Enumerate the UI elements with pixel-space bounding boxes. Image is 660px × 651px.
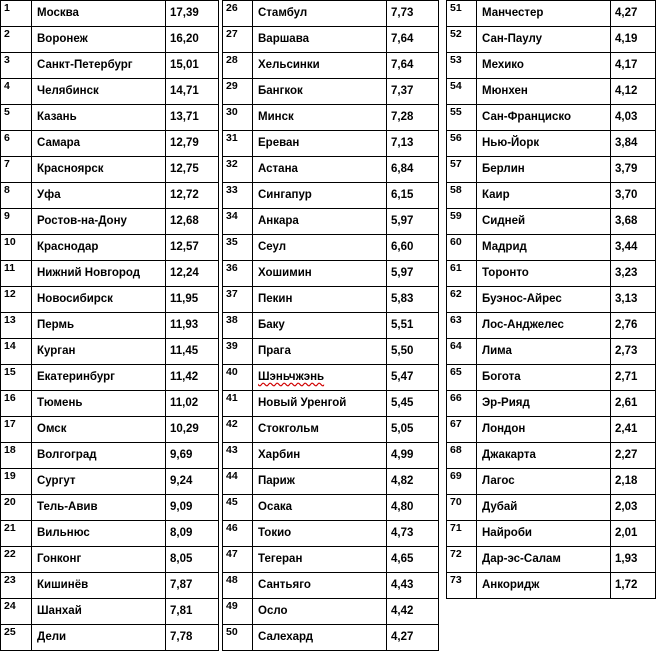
city-name: Санкт-Петербург — [32, 53, 166, 79]
table-row — [1, 339, 219, 365]
city-value: 4,03 — [611, 105, 656, 131]
city-name: Париж — [253, 469, 387, 495]
city-value: 12,75 — [166, 157, 219, 183]
table-row — [1, 261, 219, 287]
rank-number: 60 — [447, 235, 477, 261]
table-row — [223, 625, 439, 651]
table-row — [1, 547, 219, 573]
table-row — [447, 339, 656, 365]
city-value: 3,84 — [611, 131, 656, 157]
city-value: 3,79 — [611, 157, 656, 183]
city-name: Тюмень — [32, 391, 166, 417]
rank-number: 26 — [223, 1, 253, 27]
city-name: Найроби — [477, 521, 611, 547]
city-value: 3,68 — [611, 209, 656, 235]
table-row — [223, 417, 439, 443]
city-value: 4,99 — [387, 443, 439, 469]
city-name: Осло — [253, 599, 387, 625]
city-value: 2,76 — [611, 313, 656, 339]
rank-number: 38 — [223, 313, 253, 339]
city-name: Сургут — [32, 469, 166, 495]
city-value: 8,05 — [166, 547, 219, 573]
city-value: 5,97 — [387, 261, 439, 287]
city-value: 7,37 — [387, 79, 439, 105]
table-row — [447, 391, 656, 417]
city-name: Лима — [477, 339, 611, 365]
table-row — [447, 365, 656, 391]
rank-number: 71 — [447, 521, 477, 547]
table-row — [447, 157, 656, 183]
table-row — [1, 521, 219, 547]
table-row — [1, 469, 219, 495]
table-row — [447, 313, 656, 339]
rank-number: 25 — [1, 625, 32, 651]
rank-number: 58 — [447, 183, 477, 209]
rank-number: 61 — [447, 261, 477, 287]
rank-number: 10 — [1, 235, 32, 261]
table-row — [447, 27, 656, 53]
table-row — [223, 235, 439, 261]
table-row — [223, 131, 439, 157]
city-name: Курган — [32, 339, 166, 365]
rank-number: 72 — [447, 547, 477, 573]
table-row — [223, 547, 439, 573]
rank-number: 8 — [1, 183, 32, 209]
rank-number: 64 — [447, 339, 477, 365]
table-row — [1, 417, 219, 443]
table-row — [447, 183, 656, 209]
city-value: 16,20 — [166, 27, 219, 53]
rank-number: 27 — [223, 27, 253, 53]
table-body — [1, 1, 219, 651]
table-row — [223, 79, 439, 105]
rank-number: 48 — [223, 573, 253, 599]
city-name: Вильнюс — [32, 521, 166, 547]
city-name: Краснодар — [32, 235, 166, 261]
city-value: 2,71 — [611, 365, 656, 391]
city-name: Лос-Анджелес — [477, 313, 611, 339]
city-name: Екатеринбург — [32, 365, 166, 391]
table-row — [447, 79, 656, 105]
rank-number: 15 — [1, 365, 32, 391]
rank-number: 32 — [223, 157, 253, 183]
rank-number: 51 — [447, 1, 477, 27]
city-name: Богота — [477, 365, 611, 391]
city-name: Воронеж — [32, 27, 166, 53]
city-name: Лагос — [477, 469, 611, 495]
table-row — [447, 209, 656, 235]
city-value: 3,13 — [611, 287, 656, 313]
rank-number: 44 — [223, 469, 253, 495]
rank-number: 31 — [223, 131, 253, 157]
city-value: 11,95 — [166, 287, 219, 313]
city-value: 7,81 — [166, 599, 219, 625]
rank-number: 30 — [223, 105, 253, 131]
table-row — [1, 1, 219, 27]
table-row — [1, 365, 219, 391]
city-name: Шанхай — [32, 599, 166, 625]
table-row — [1, 625, 219, 651]
city-name: Астана — [253, 157, 387, 183]
city-value: 2,01 — [611, 521, 656, 547]
city-name: Эр-Рияд — [477, 391, 611, 417]
city-name: Казань — [32, 105, 166, 131]
rank-number: 24 — [1, 599, 32, 625]
city-value: 2,27 — [611, 443, 656, 469]
city-value: 12,79 — [166, 131, 219, 157]
table-row — [223, 313, 439, 339]
city-name: Гонконг — [32, 547, 166, 573]
city-name: Шэньчжэнь — [253, 365, 387, 391]
city-name: Анкоридж — [477, 573, 611, 599]
table-row — [223, 339, 439, 365]
city-value: 9,09 — [166, 495, 219, 521]
city-value: 2,18 — [611, 469, 656, 495]
city-name: Анкара — [253, 209, 387, 235]
rank-number: 1 — [1, 1, 32, 27]
table-row — [1, 443, 219, 469]
city-name: Прага — [253, 339, 387, 365]
table-row — [447, 469, 656, 495]
city-name: Харбин — [253, 443, 387, 469]
city-value: 5,97 — [387, 209, 439, 235]
table-row — [447, 53, 656, 79]
city-value: 6,60 — [387, 235, 439, 261]
city-name: Уфа — [32, 183, 166, 209]
city-name: Новосибирск — [32, 287, 166, 313]
city-value: 3,70 — [611, 183, 656, 209]
city-value: 9,24 — [166, 469, 219, 495]
city-name: Буэнос-Айрес — [477, 287, 611, 313]
city-name: Новый Уренгой — [253, 391, 387, 417]
rank-number: 20 — [1, 495, 32, 521]
rank-number: 45 — [223, 495, 253, 521]
city-name: Берлин — [477, 157, 611, 183]
rank-number: 34 — [223, 209, 253, 235]
city-value: 7,64 — [387, 53, 439, 79]
city-value: 4,42 — [387, 599, 439, 625]
table-row — [223, 521, 439, 547]
city-value: 4,73 — [387, 521, 439, 547]
city-value: 1,93 — [611, 547, 656, 573]
rank-number: 66 — [447, 391, 477, 417]
rank-number: 3 — [1, 53, 32, 79]
table-row — [447, 235, 656, 261]
table-row — [223, 573, 439, 599]
city-name: Лондон — [477, 417, 611, 443]
table-row — [447, 495, 656, 521]
city-value: 11,02 — [166, 391, 219, 417]
city-name: Манчестер — [477, 1, 611, 27]
city-name: Сингапур — [253, 183, 387, 209]
rank-number: 56 — [447, 131, 477, 157]
city-value: 2,41 — [611, 417, 656, 443]
city-name: Пермь — [32, 313, 166, 339]
city-name: Мюнхен — [477, 79, 611, 105]
city-value: 8,09 — [166, 521, 219, 547]
rank-number: 67 — [447, 417, 477, 443]
city-name: Салехард — [253, 625, 387, 651]
rank-number: 5 — [1, 105, 32, 131]
rank-number: 21 — [1, 521, 32, 547]
city-value: 15,01 — [166, 53, 219, 79]
city-value: 5,45 — [387, 391, 439, 417]
city-value: 2,03 — [611, 495, 656, 521]
table-row — [223, 287, 439, 313]
table-row — [1, 27, 219, 53]
city-name: Красноярск — [32, 157, 166, 183]
table-row — [1, 287, 219, 313]
rank-number: 49 — [223, 599, 253, 625]
city-name: Челябинск — [32, 79, 166, 105]
city-value: 6,15 — [387, 183, 439, 209]
rank-number: 39 — [223, 339, 253, 365]
city-value: 17,39 — [166, 1, 219, 27]
rank-number: 17 — [1, 417, 32, 443]
table-row — [1, 131, 219, 157]
city-name: Джакарта — [477, 443, 611, 469]
city-name: Сан-Паулу — [477, 27, 611, 53]
city-value: 3,23 — [611, 261, 656, 287]
city-name: Торонто — [477, 261, 611, 287]
ranking-table-1 — [0, 0, 219, 651]
city-name: Нью-Йорк — [477, 131, 611, 157]
city-name: Сантьяго — [253, 573, 387, 599]
table-row — [447, 1, 656, 27]
rank-number: 63 — [447, 313, 477, 339]
rank-number: 13 — [1, 313, 32, 339]
table-row — [447, 573, 656, 599]
rank-number: 37 — [223, 287, 253, 313]
city-name: Пекин — [253, 287, 387, 313]
city-value: 4,27 — [387, 625, 439, 651]
city-name: Бангкок — [253, 79, 387, 105]
city-name: Москва — [32, 1, 166, 27]
city-value: 4,43 — [387, 573, 439, 599]
city-name: Тегеран — [253, 547, 387, 573]
city-value: 4,27 — [611, 1, 656, 27]
city-name: Варшава — [253, 27, 387, 53]
city-value: 7,13 — [387, 131, 439, 157]
city-value: 7,28 — [387, 105, 439, 131]
rank-number: 47 — [223, 547, 253, 573]
rank-number: 42 — [223, 417, 253, 443]
city-value: 4,82 — [387, 469, 439, 495]
table-row — [223, 443, 439, 469]
table-row — [1, 157, 219, 183]
city-value: 14,71 — [166, 79, 219, 105]
table-row — [223, 27, 439, 53]
table-row — [447, 547, 656, 573]
city-name: Самара — [32, 131, 166, 157]
table-row — [447, 417, 656, 443]
table-row — [447, 443, 656, 469]
ranking-table-3 — [446, 0, 656, 599]
rank-number: 46 — [223, 521, 253, 547]
city-value: 4,65 — [387, 547, 439, 573]
table-row — [447, 521, 656, 547]
rank-number: 57 — [447, 157, 477, 183]
city-name: Хельсинки — [253, 53, 387, 79]
rank-number: 4 — [1, 79, 32, 105]
city-value: 11,45 — [166, 339, 219, 365]
city-name: Минск — [253, 105, 387, 131]
city-value: 5,51 — [387, 313, 439, 339]
table-row — [223, 365, 439, 391]
rank-number: 18 — [1, 443, 32, 469]
rank-number: 40 — [223, 365, 253, 391]
city-value: 12,24 — [166, 261, 219, 287]
table-row — [447, 287, 656, 313]
rank-number: 65 — [447, 365, 477, 391]
rank-number: 70 — [447, 495, 477, 521]
rank-number: 29 — [223, 79, 253, 105]
table-row — [1, 573, 219, 599]
city-value: 11,93 — [166, 313, 219, 339]
rank-number: 43 — [223, 443, 253, 469]
city-value: 4,12 — [611, 79, 656, 105]
city-name: Мехико — [477, 53, 611, 79]
city-value: 12,72 — [166, 183, 219, 209]
city-name: Осака — [253, 495, 387, 521]
table-row — [223, 261, 439, 287]
city-value: 4,80 — [387, 495, 439, 521]
rank-number: 23 — [1, 573, 32, 599]
rank-number: 16 — [1, 391, 32, 417]
rank-number: 52 — [447, 27, 477, 53]
rank-number: 55 — [447, 105, 477, 131]
city-value: 7,73 — [387, 1, 439, 27]
table-row — [1, 313, 219, 339]
city-name: Ереван — [253, 131, 387, 157]
rank-number: 9 — [1, 209, 32, 235]
city-name: Сеул — [253, 235, 387, 261]
rank-number: 41 — [223, 391, 253, 417]
table-row — [447, 131, 656, 157]
city-name: Тель-Авив — [32, 495, 166, 521]
city-value: 5,50 — [387, 339, 439, 365]
city-name: Дар-эс-Салам — [477, 547, 611, 573]
table-row — [223, 1, 439, 27]
city-value: 7,87 — [166, 573, 219, 599]
city-value: 5,05 — [387, 417, 439, 443]
rank-number: 6 — [1, 131, 32, 157]
rank-number: 7 — [1, 157, 32, 183]
city-value: 11,42 — [166, 365, 219, 391]
rank-number: 36 — [223, 261, 253, 287]
city-value: 10,29 — [166, 417, 219, 443]
table-row — [223, 495, 439, 521]
city-value: 12,57 — [166, 235, 219, 261]
city-name: Баку — [253, 313, 387, 339]
rank-number: 14 — [1, 339, 32, 365]
city-name: Сан-Франциско — [477, 105, 611, 131]
city-name: Кишинёв — [32, 573, 166, 599]
city-name: Нижний Новгород — [32, 261, 166, 287]
rank-number: 62 — [447, 287, 477, 313]
table-body — [223, 1, 439, 651]
table-row — [223, 105, 439, 131]
table-row — [447, 105, 656, 131]
rank-number: 73 — [447, 573, 477, 599]
table-row — [223, 599, 439, 625]
table-row — [1, 105, 219, 131]
city-name: Мадрид — [477, 235, 611, 261]
city-value: 4,19 — [611, 27, 656, 53]
city-value: 13,71 — [166, 105, 219, 131]
table-row — [1, 183, 219, 209]
table-row — [1, 599, 219, 625]
city-value: 9,69 — [166, 443, 219, 469]
city-value: 3,44 — [611, 235, 656, 261]
rank-number: 22 — [1, 547, 32, 573]
rank-number: 35 — [223, 235, 253, 261]
rank-number: 68 — [447, 443, 477, 469]
city-value: 1,72 — [611, 573, 656, 599]
city-name: Дубай — [477, 495, 611, 521]
table-row — [447, 261, 656, 287]
table-row — [223, 183, 439, 209]
rank-number: 50 — [223, 625, 253, 651]
city-name: Волгоград — [32, 443, 166, 469]
table-body — [447, 1, 656, 599]
rank-number: 11 — [1, 261, 32, 287]
city-value: 2,61 — [611, 391, 656, 417]
city-name: Стамбул — [253, 1, 387, 27]
table-row — [1, 495, 219, 521]
city-name: Хошимин — [253, 261, 387, 287]
table-row — [223, 157, 439, 183]
rank-number: 59 — [447, 209, 477, 235]
table-row — [223, 209, 439, 235]
city-name: Сидней — [477, 209, 611, 235]
city-value: 12,68 — [166, 209, 219, 235]
city-value: 7,78 — [166, 625, 219, 651]
table-row — [223, 469, 439, 495]
rank-number: 12 — [1, 287, 32, 313]
city-name: Стокгольм — [253, 417, 387, 443]
table-row — [1, 391, 219, 417]
rank-number: 28 — [223, 53, 253, 79]
city-value: 2,73 — [611, 339, 656, 365]
city-value: 6,84 — [387, 157, 439, 183]
city-value: 5,47 — [387, 365, 439, 391]
city-value: 7,64 — [387, 27, 439, 53]
rank-number: 53 — [447, 53, 477, 79]
table-row — [223, 391, 439, 417]
table-row — [1, 235, 219, 261]
city-name: Токио — [253, 521, 387, 547]
table-row — [223, 53, 439, 79]
city-value: 5,83 — [387, 287, 439, 313]
rank-number: 69 — [447, 469, 477, 495]
rank-number: 19 — [1, 469, 32, 495]
table-row — [1, 53, 219, 79]
rank-number: 2 — [1, 27, 32, 53]
table-row — [1, 209, 219, 235]
city-name: Дели — [32, 625, 166, 651]
ranking-table-2 — [222, 0, 439, 651]
table-row — [1, 79, 219, 105]
city-value: 4,17 — [611, 53, 656, 79]
city-name: Каир — [477, 183, 611, 209]
city-name: Омск — [32, 417, 166, 443]
rank-number: 33 — [223, 183, 253, 209]
rank-number: 54 — [447, 79, 477, 105]
city-name: Ростов-на-Дону — [32, 209, 166, 235]
